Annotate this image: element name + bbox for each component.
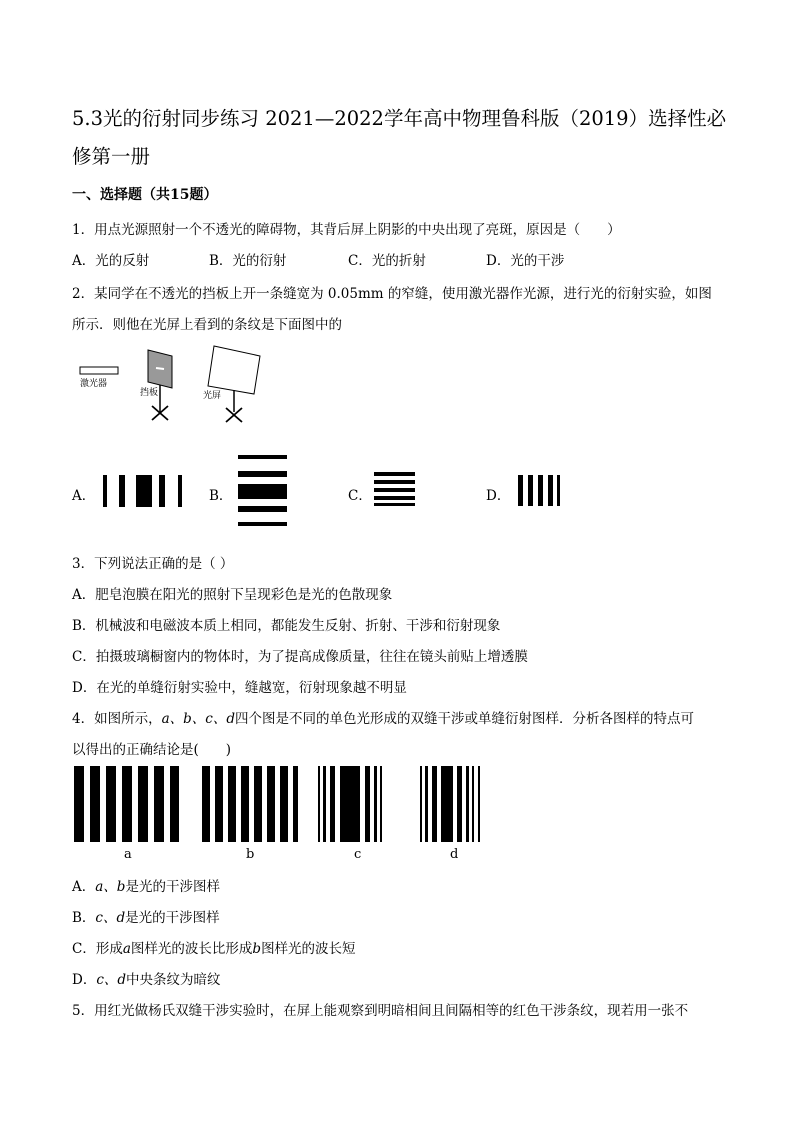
question-2-option-d-pattern (517, 475, 561, 507)
pattern-a-label: a (124, 847, 132, 862)
question-1-option-b: B．光的衍射 (209, 253, 287, 269)
question-4-option-c (72, 937, 356, 957)
pattern-d-label: d (450, 847, 459, 862)
option-c-text: 图样光的波长短 (261, 941, 356, 957)
section-heading: 一、选择题（共15题） (72, 187, 218, 203)
screen-label: 光屏 (203, 391, 222, 401)
question-2-option-b-label: B． (209, 488, 233, 504)
option-d-text: 中央条纹为暗纹 (126, 972, 221, 988)
question-3-option-c: C．拍摄玻璃橱窗内的物体时，为了提高成像质量，往往在镜头前贴上增透膜 (72, 649, 528, 665)
question-1-option-a: A．光的反射 (72, 253, 150, 269)
question-2-option-a-pattern (100, 475, 188, 509)
option-c-mid: 图样光的波长比形成 (130, 941, 253, 957)
question-4-stem-post: 四个图是不同的单色光形成的双缝干涉或单缝衍射图样．分析各图样的特点可 (235, 711, 694, 727)
pattern-a (74, 766, 179, 842)
question-4-option-d (72, 968, 221, 988)
question-4-stem-pre: 4．如图所示， (72, 711, 162, 727)
question-2-stem-line1: 2．某同学在不透光的挡板上开一条缝宽为 0.05mm 的窄缝，使用激光器作光源，进行光的衍射实验，如图 (72, 286, 712, 302)
question-2-option-d-label: D． (486, 488, 511, 504)
question-4-stem-vars: a、b、c、d (161, 711, 235, 727)
question-1-option-d: D．光的干涉 (486, 253, 565, 269)
option-c-prefix: C．形成 (72, 941, 123, 957)
option-d-prefix: D． (72, 972, 97, 988)
question-2-option-c-label: C． (348, 488, 372, 504)
pattern-d (420, 766, 480, 842)
question-4-stem-line1 (72, 707, 694, 727)
option-a-var: a、b (95, 879, 126, 895)
pattern-b-label: b (246, 847, 255, 862)
question-4-option-a (72, 875, 220, 895)
question-2-stem-line2: 所示．则他在光屏上看到的条纹是下面图中的 (72, 317, 342, 333)
question-2-option-c-pattern (374, 471, 416, 507)
pattern-c (318, 766, 382, 842)
question-2-option-a-label: A． (72, 488, 96, 504)
question-3-stem: 3．下列说法正确的是（ ） (72, 556, 234, 572)
pattern-c-label: c (354, 847, 362, 862)
question-3-option-a: A．肥皂泡膜在阳光的照射下呈现彩色是光的色散现象 (72, 587, 393, 603)
option-a-text: 是光的干涉图样 (125, 879, 220, 895)
question-3-option-b: B．机械波和电磁波本质上相同，都能发生反射、折射、干涉和衍射现象 (72, 618, 501, 634)
option-b-prefix: B． (72, 910, 96, 926)
question-2-option-b-pattern (238, 453, 288, 528)
option-c-var: a (122, 941, 131, 957)
question-4-pattern-figure (74, 766, 494, 844)
option-d-var: c、d (96, 972, 127, 988)
option-b-var: c、d (95, 910, 126, 926)
laser-label: 激光器 (80, 379, 108, 389)
question-3-option-d: D．在光的单缝衍射实验中，缝越宽，衍射现象越不明显 (72, 680, 407, 696)
board-label: 挡板 (140, 388, 159, 398)
pattern-b (202, 766, 298, 842)
question-2-apparatus-figure (72, 342, 272, 426)
question-4-stem-line2: 以得出的正确结论是( ) (72, 742, 232, 758)
question-1-stem: 1．用点光源照射一个不透光的障碍物，其背后屏上阴影的中央出现了亮斑，原因是（ ） (72, 222, 621, 238)
option-b-text: 是光的干涉图样 (125, 910, 220, 926)
option-a-prefix: A． (72, 879, 96, 895)
document-title: 5.3光的衍射同步练习 2021—2022学年高中物理鲁科版（2019）选择性必修第一册 (72, 107, 727, 168)
question-4-option-b (72, 906, 220, 926)
question-1-option-c: C．光的折射 (348, 253, 426, 269)
question-5-stem: 5．用红光做杨氏双缝干涉实验时，在屏上能观察到明暗相间且间隔相等的红色干涉条纹，现若用一张不 (72, 1003, 689, 1019)
option-c-var2: b (252, 941, 262, 957)
